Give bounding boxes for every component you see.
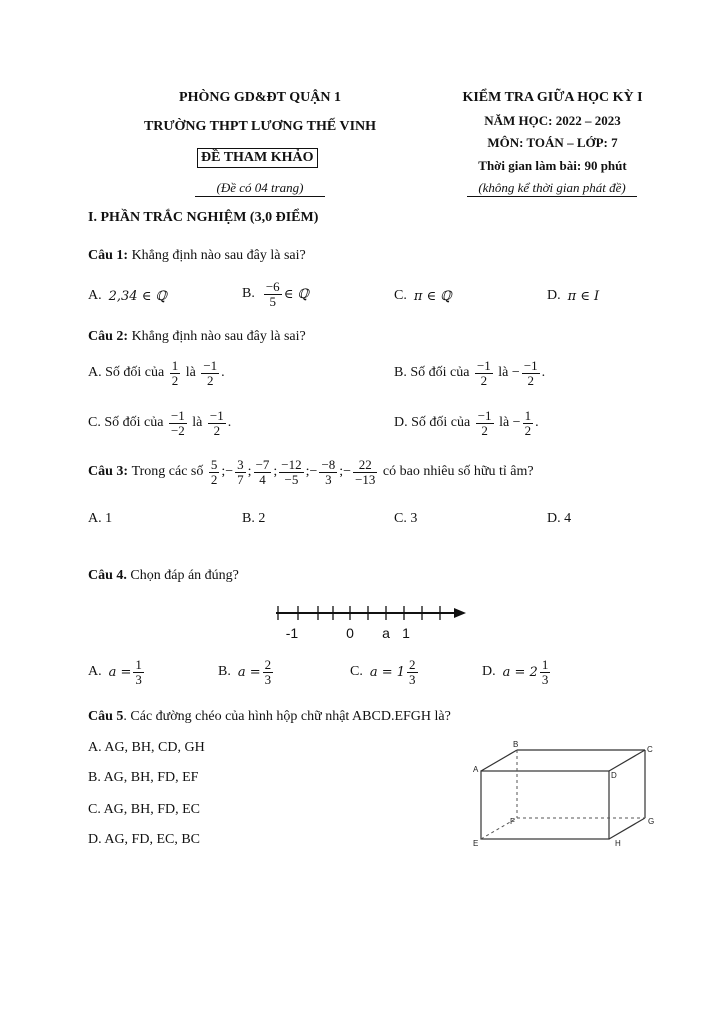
num: 1 — [524, 408, 532, 423]
q2-d-end: . — [535, 415, 539, 431]
q1-b-num: −6 — [265, 279, 280, 294]
den: −13 — [355, 471, 376, 487]
q2-d-sign: − — [512, 415, 521, 431]
axis-label-minus-one: -1 — [285, 625, 299, 641]
q5-option-a[interactable]: A. AG, BH, CD, GH — [88, 740, 205, 755]
den: 3 — [541, 671, 549, 687]
den: 4 — [259, 471, 266, 487]
q2-c-pre: C. Số đối của — [88, 415, 164, 431]
subject-grade: MÔN: TOÁN – LỚP: 7 — [487, 135, 618, 150]
q2-a-end: . — [221, 365, 225, 381]
den: 2 — [480, 372, 488, 388]
q4-b-letter: B. — [218, 664, 231, 680]
q1-option-b[interactable] — [242, 280, 309, 308]
q2-d-pre: D. Số đối của — [394, 415, 471, 431]
q3-num-2 — [235, 458, 246, 486]
q1-option-a-expr: 2,34 ∈ ℚ — [108, 288, 167, 304]
q4-c-letter: C. — [350, 664, 363, 680]
q4-d-var: a = 2 — [502, 664, 538, 680]
dept-name: PHÒNG GD&ĐT QUẬN 1 — [179, 90, 341, 105]
num: 2 — [409, 657, 416, 672]
den: 2 — [210, 471, 218, 487]
num: −1 — [203, 358, 218, 373]
q2-b-pre: B. Số đối của — [394, 365, 470, 381]
question-1-text: Khẳng định nào sau đây là sai? — [131, 248, 306, 263]
q1-b-den: 5 — [269, 293, 277, 309]
q5-option-c[interactable]: C. AG, BH, FD, EC — [88, 802, 201, 817]
q2-option-d[interactable] — [394, 409, 539, 437]
den: 3 — [409, 671, 416, 687]
question-2-text: Khẳng định nào sau đây là sai? — [131, 329, 306, 344]
q2-c-frac1 — [169, 409, 187, 437]
question-3-pre: Trong các số — [131, 464, 204, 480]
vertex-c: C — [647, 745, 653, 754]
num: −7 — [255, 457, 270, 472]
q2-option-a[interactable] — [88, 359, 225, 387]
q1-option-b-fraction — [264, 280, 282, 308]
q3-option-c[interactable]: C. 3 — [394, 511, 418, 526]
num: 5 — [210, 457, 218, 472]
q1-option-c-letter: C. — [394, 288, 407, 303]
q3-option-b[interactable]: B. 2 — [242, 511, 266, 526]
number-line-arrow — [454, 608, 466, 618]
num: −12 — [281, 457, 302, 472]
q2-b-end: . — [541, 365, 546, 381]
q2-d-frac1 — [476, 409, 494, 437]
num: 1 — [171, 358, 179, 373]
num: 1 — [135, 657, 142, 672]
q2-option-c[interactable] — [88, 409, 231, 437]
duration-note: (không kể thời gian phát đề) — [467, 180, 637, 197]
den: −5 — [284, 471, 299, 487]
section-title: I. PHẦN TRẮC NGHIỆM (3,0 ĐIỂM) — [88, 210, 319, 225]
question-3-label: Câu 3: — [88, 464, 129, 480]
q1-option-c-expr: π ∈ ℚ — [413, 288, 452, 304]
rectangular-box-figure — [465, 738, 660, 853]
q2-d-frac2 — [523, 409, 534, 437]
question-5 — [88, 709, 451, 725]
question-4-label: Câu 4. — [88, 568, 127, 583]
q3-num-5 — [319, 458, 337, 486]
q2-b-sign: − — [511, 365, 520, 381]
num: −1 — [170, 408, 185, 423]
question-4 — [88, 568, 239, 584]
q4-d-frac — [540, 658, 551, 686]
q4-option-a[interactable] — [88, 658, 146, 686]
q5-option-b[interactable]: B. AG, BH, FD, EF — [88, 770, 199, 785]
q4-option-d[interactable] — [482, 658, 552, 686]
question-2-label: Câu 2: — [88, 329, 129, 344]
q3-num-1 — [209, 458, 220, 486]
question-3: Câu 3: Trong các số $\frac{5}{2}$ ;− $\frac{3}{7}$ ; $\frac{-7}{4}$ ; $\frac{-12}{-5}$ ;− $\frac{-8}{3}$ ;− $\frac{22}{-13}$ có bao nhiêu số hữu tỉ âm? — [88, 457, 534, 487]
q4-c-frac — [407, 658, 418, 686]
den: 2 — [524, 422, 532, 438]
question-1-label: Câu 1: — [88, 248, 129, 263]
exam-title: KIỂM TRA GIỮA HỌC KỲ I — [462, 90, 643, 105]
q2-c-frac2 — [208, 409, 226, 437]
number-line — [270, 600, 470, 644]
q2-a-mid: là — [185, 365, 196, 381]
vertex-f: F — [510, 817, 515, 826]
q4-a-letter: A. — [88, 664, 102, 680]
num: 1 — [541, 657, 549, 672]
q4-option-b[interactable] — [218, 658, 275, 686]
q3-num-6 — [353, 458, 377, 486]
question-3-post: có bao nhiêu số hữu tỉ âm? — [382, 464, 534, 480]
vertex-a: A — [473, 765, 479, 774]
den: 2 — [207, 372, 214, 388]
vertex-b: B — [513, 740, 519, 749]
box-edge-dc — [609, 750, 645, 771]
q1-option-b-letter: B. — [242, 286, 255, 302]
q2-a-pre: A. Số đối của — [88, 365, 165, 381]
num: −8 — [321, 457, 336, 472]
vertex-e: E — [473, 839, 479, 848]
den: 2 — [171, 372, 179, 388]
den: 7 — [237, 471, 244, 487]
axis-label-one: 1 — [402, 625, 410, 641]
axis-label-zero: 0 — [346, 625, 354, 641]
question-5-label: Câu 5 — [88, 709, 124, 724]
q3-option-a[interactable]: A. 1 — [88, 511, 113, 526]
q4-a-frac — [133, 658, 144, 686]
num: −1 — [209, 408, 224, 423]
den: −2 — [170, 422, 185, 438]
school-year: NĂM HỌC: 2022 – 2023 — [484, 113, 621, 128]
q5-option-d[interactable]: D. AG, FD, EC, BC — [88, 832, 201, 847]
den: 3 — [135, 671, 142, 687]
q2-option-b[interactable] — [394, 359, 545, 387]
q2-a-frac1 — [170, 359, 181, 387]
den: 3 — [325, 471, 332, 487]
page-count-note: (Đề có 04 trang) — [195, 180, 325, 197]
q3-num-3 — [254, 458, 272, 486]
q1-option-a-letter: A. — [88, 288, 102, 303]
question-2 — [88, 329, 306, 345]
question-4-text: Chọn đáp án đúng? — [130, 568, 239, 583]
q4-c-var: a = 1 — [369, 664, 406, 680]
school-name: TRƯỜNG THPT LƯƠNG THẾ VINH — [143, 119, 377, 134]
q1-option-c[interactable] — [394, 288, 452, 304]
q4-b-frac — [263, 658, 274, 686]
num: 2 — [264, 657, 272, 672]
question-5-text: . Các đường chéo của hình hộp chữ nhật ABCD.EFGH là? — [123, 709, 451, 724]
num: −1 — [523, 358, 538, 373]
q1-option-d-expr: π ∈ I — [567, 288, 600, 304]
vertex-d: D — [611, 771, 617, 780]
q4-option-c[interactable] — [350, 658, 420, 686]
question-1 — [88, 248, 306, 264]
q2-c-end: . — [227, 415, 232, 431]
q3-option-d[interactable]: D. 4 — [547, 511, 572, 526]
num: −1 — [476, 358, 491, 373]
q2-b-frac2 — [522, 359, 540, 387]
den: 2 — [527, 372, 534, 388]
box-edge-hg — [609, 818, 645, 839]
q2-a-frac2 — [201, 359, 219, 387]
den: 2 — [481, 422, 488, 438]
q2-d-mid: là — [499, 415, 510, 431]
q1-option-d-letter: D. — [547, 288, 561, 303]
vertex-g: G — [648, 817, 655, 826]
num: −1 — [477, 408, 492, 423]
den: 2 — [213, 422, 221, 438]
duration: Thời gian làm bài: 90 phút — [478, 158, 627, 173]
axis-label-a: a — [382, 625, 390, 641]
q3-num-4 — [279, 458, 303, 486]
q1-option-d[interactable] — [547, 288, 599, 304]
num: 3 — [237, 457, 244, 472]
q4-d-letter: D. — [482, 664, 496, 680]
q1-option-a[interactable] — [88, 288, 167, 304]
q2-b-mid: là — [498, 365, 509, 381]
den: 3 — [264, 671, 272, 687]
box-edge-ab — [481, 750, 517, 771]
q2-c-mid: là — [192, 415, 203, 431]
vertex-h: H — [615, 839, 621, 848]
q1-option-b-tail: ∈ ℚ — [283, 286, 309, 302]
box-front-face — [481, 771, 609, 839]
q4-a-var: a = — [108, 664, 132, 680]
reference-exam-label: ĐỀ THAM KHẢO — [197, 148, 318, 168]
q2-b-frac1 — [475, 359, 493, 387]
num: 22 — [353, 458, 377, 473]
q4-b-var: a = — [237, 664, 261, 680]
